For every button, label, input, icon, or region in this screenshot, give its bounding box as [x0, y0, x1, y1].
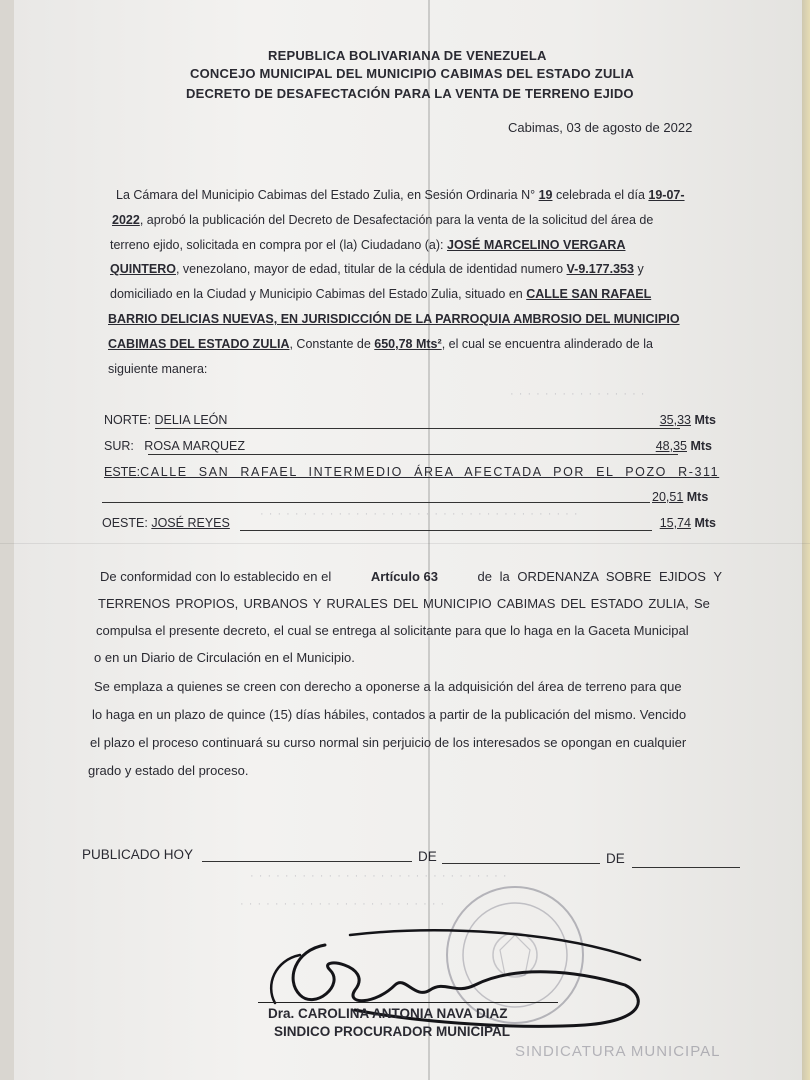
- body-p2-line-4: grado y estado del proceso.: [88, 763, 249, 778]
- boundary-west: OESTE: JOSÉ REYES 15,74 Mts: [102, 516, 716, 530]
- body-p2-line-1: Se emplaza a quienes se creen con derecho a oponerse a la adquisición del área de terreno para que: [94, 679, 682, 694]
- published-de-2: DE: [606, 851, 625, 866]
- header-line-3: DECRETO DE DESAFECTACIÓN PARA LA VENTA DE TERRENO EJIDO: [186, 86, 634, 101]
- signature-line: [258, 1002, 558, 1003]
- intro-line-1: La Cámara del Municipio Cabimas del Estado Zulia, en Sesión Ordinaria N° 19 celebrada el día 19-07-: [116, 188, 685, 202]
- address: CALLE SAN RAFAEL: [526, 287, 652, 301]
- intro-line-7: CABIMAS DEL ESTADO ZULIA, Constante de 650,78 Mts², el cual se encuentra alinderado de la: [108, 337, 653, 351]
- boundary-line: [155, 428, 680, 429]
- published-label: PUBLICADO HOY: [82, 847, 194, 862]
- bleed-through-text: · · · · · · · · · · · · · · · · · · · · · · · · · · · · · ·: [250, 870, 508, 882]
- header-line-1: REPUBLICA BOLIVARIANA DE VENEZUELA: [268, 48, 547, 63]
- intro-line-8: siguiente manera:: [108, 362, 208, 376]
- boundary-line: [148, 454, 678, 455]
- bleed-through-text: · · · · · · · · · · · · · · · · · · · · · · · · · · · · · · · · · · · · ·: [260, 508, 579, 520]
- published-de-1: DE: [418, 849, 437, 864]
- page-edge: [802, 0, 810, 1080]
- bleed-through-text: · · · · · · · · · · · · · · · · · · · · · · · ·: [240, 898, 446, 910]
- published-day-blank: [202, 861, 412, 862]
- bleed-through-text: · · · · · · · · · · · · · · · ·: [510, 388, 646, 400]
- published-year-blank: [632, 867, 740, 868]
- published-month-blank: [442, 863, 600, 864]
- boundary-line: [102, 502, 650, 503]
- body-p1-line-4: o en un Diario de Circulación en el Municipio.: [94, 650, 355, 665]
- signer-name: Dra. CAROLINA ANTONIA NAVA DIAZ: [268, 1006, 508, 1021]
- document-page: [14, 0, 804, 1080]
- fold-crease-horizontal: [0, 543, 810, 544]
- area-value: 650,78 Mts²: [374, 337, 442, 351]
- intro-line-5: domiciliado en la Ciudad y Municipio Cabimas del Estado Zulia, situado en CALLE SAN RAFAEL: [110, 287, 652, 301]
- body-p1-line-1: De conformidad con lo establecido en el Artículo 63 de la ORDENANZA SOBRE EJIDOS Y: [100, 569, 722, 584]
- applicant-name: JOSÉ MARCELINO VERGARA: [447, 238, 626, 252]
- body-p1-line-2: TERRENOS PROPIOS, URBANOS Y RURALES DEL MUNICIPIO CABIMAS DEL ESTADO ZULIA, Se: [98, 596, 710, 611]
- intro-line-3: terreno ejido, solicitada en compra por el (la) Ciudadano (a): JOSÉ MARCELINO VERGARA: [110, 238, 626, 252]
- seal-text: SINDICATURA MUNICIPAL: [515, 1043, 721, 1060]
- boundary-north: NORTE: DELIA LEÓN 35,33 Mts: [104, 413, 716, 427]
- boundary-east: ESTE: CALLE SAN RAFAEL INTERMEDIO ÁREA AFECTADA POR EL POZO R-311: [104, 465, 720, 479]
- intro-line-6: BARRIO DELICIAS NUEVAS, EN JURISDICCIÓN DE LA PARROQUIA AMBROSIO DEL MUNICIPIO: [108, 312, 680, 326]
- signer-title: SINDICO PROCURADOR MUNICIPAL: [274, 1024, 510, 1039]
- intro-line-4: QUINTERO, venezolano, mayor de edad, titular de la cédula de identidad numero V-9.177.353 y: [110, 262, 644, 276]
- session-number: 19: [538, 188, 553, 202]
- id-number: V-9.177.353: [566, 262, 634, 276]
- boundary-south: SUR: ROSA MARQUEZ 48,35 Mts: [104, 439, 712, 453]
- body-p2-line-3: el plazo el proceso continuará su curso normal sin perjuicio de los interesados se opongan en cualquier: [90, 735, 687, 750]
- session-date: 19-07-: [648, 188, 685, 202]
- document-date: Cabimas, 03 de agosto de 2022: [508, 120, 693, 135]
- fold-crease: [428, 0, 430, 1080]
- boundary-east-measure: 20,51 Mts: [652, 490, 709, 504]
- article-ref: Artículo 63: [370, 569, 438, 584]
- body-p2-line-2: lo haga en un plazo de quince (15) días hábiles, contados a partir de la publicación del mismo. Vencido: [92, 707, 687, 722]
- intro-line-2: 2022, aprobó la publicación del Decreto de Desafectación para la venta de la solicitud del área de: [112, 213, 654, 227]
- header-line-2: CONCEJO MUNICIPAL DEL MUNICIPIO CABIMAS DEL ESTADO ZULIA: [190, 66, 635, 81]
- boundary-line: [240, 530, 652, 531]
- body-p1-line-3: compulsa el presente decreto, el cual se entrega al solicitante para que lo haga en la Gaceta Municipal: [96, 623, 689, 638]
